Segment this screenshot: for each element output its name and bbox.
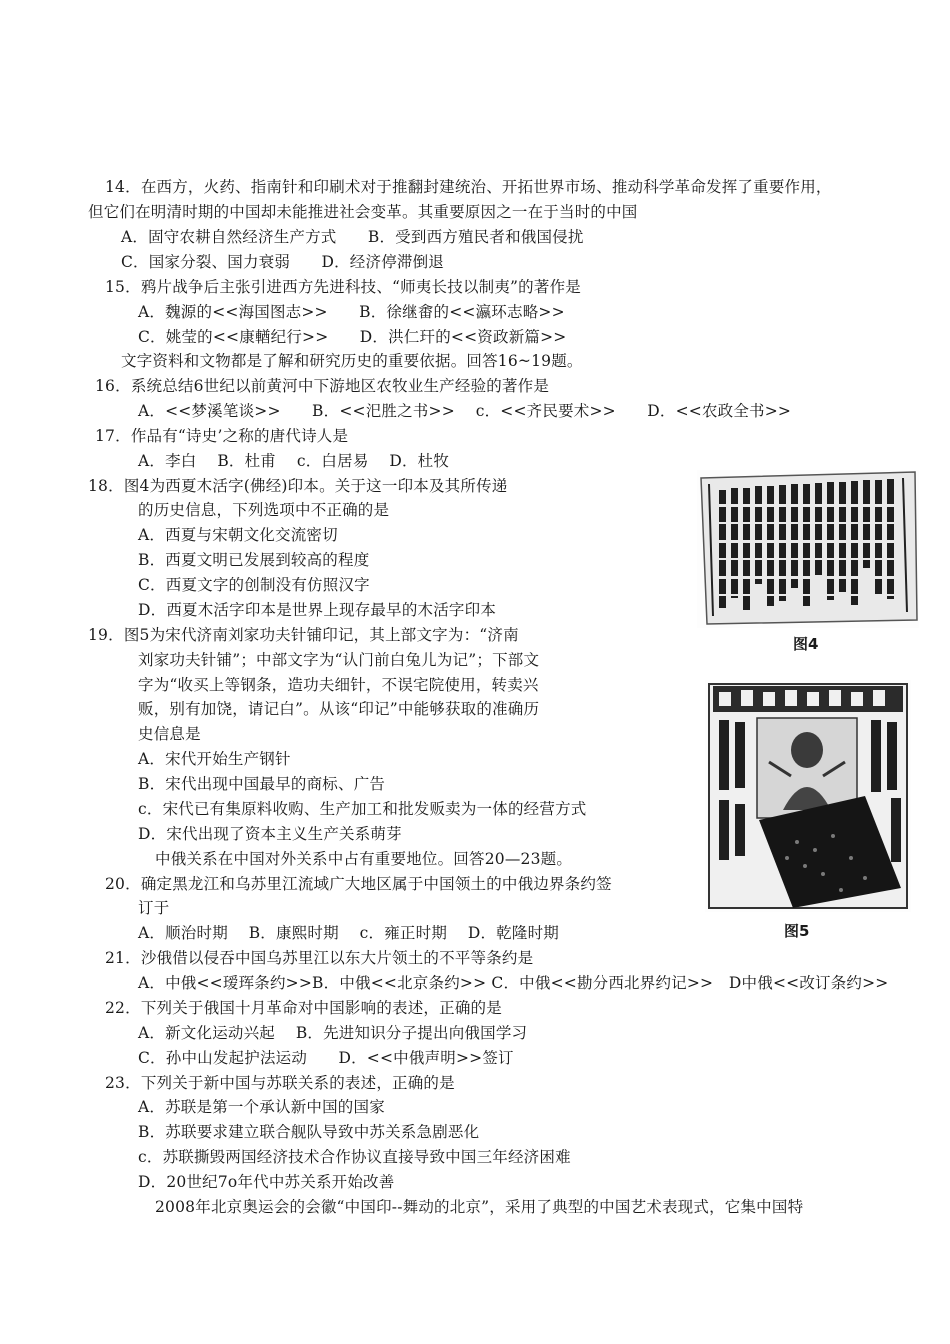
q20-options: A．顺治时期 B．康熙时期 c．雍正时期 D．乾隆时期 <box>138 924 559 942</box>
q18-stem-line-2: 的历史信息，下列选项中不正确的是 <box>138 501 390 519</box>
q19-stem-line-4: 贩，别有加饶，请记白”。从该“印记”中能够获取的准确历 <box>138 700 540 718</box>
q19-stem-line-3: 字为“收买上等钢条，造功夫细针，不误宅院使用，转卖兴 <box>138 676 539 694</box>
q16-stem: 16．系统总结6世纪以前黄河中下游地区农牧业生产经验的著作是 <box>95 377 550 395</box>
q19-stem-line-2: 刘家功夫针铺”；中部文字为“认门前白兔儿为记”；下部文 <box>138 651 540 669</box>
figure-5-needle-shop-print-image <box>705 680 911 912</box>
q22-options-ab: A．新文化运动兴起 B．先进知识分子提出向俄国学习 <box>138 1024 528 1042</box>
q23-option-c: c．苏联撕毁两国经济技术合作协议直接导致中国三年经济困难 <box>138 1148 571 1166</box>
q19-option-c: c．宋代已有集原料收购、生产加工和批发贩卖为一体的经营方式 <box>138 800 587 818</box>
q23-stem: 23．下列关于新中国与苏联关系的表述，正确的是 <box>105 1074 455 1092</box>
q19-stem-line-5: 史信息是 <box>138 725 201 743</box>
q17-stem: 17．作品有“诗史’之称的唐代诗人是 <box>95 427 349 445</box>
needle-shop-print-drawing <box>705 680 911 912</box>
q22-stem: 22．下列关于俄国十月革命对中国影响的表述，正确的是 <box>105 999 502 1017</box>
q19-option-d: D．宋代出现了资本主义生产关系萌芽 <box>138 825 402 843</box>
q17-options: A．李白 B．杜甫 c．白居易 D．杜牧 <box>138 452 450 470</box>
q20-stem-line-2: 订于 <box>138 899 170 917</box>
q23-option-a: A．苏联是第一个承认新中国的国家 <box>138 1098 385 1116</box>
q20-stem-line-1: 20．确定黑龙江和乌苏里江流域广大地区属于中国领土的中俄边界条约签 <box>105 875 612 893</box>
q14-stem-line-2: 但它们在明清时期的中国却未能推进社会变革。其重要原因之一在于当时的中国 <box>88 203 638 221</box>
q18-option-c: C．西夏文字的创制没有仿照汉字 <box>138 576 370 594</box>
section-intro-20-23: 中俄关系在中国对外关系中占有重要地位。回答20—23题。 <box>155 850 573 868</box>
q18-stem-line-1: 18．图4为西夏木活字(佛经)印本。关于这一印本及其所传递 <box>88 477 508 495</box>
q22-options-cd: C．孙中山发起护法运动 D．<<中俄声明>>签订 <box>138 1049 514 1067</box>
q15-stem: 15．鸦片战争后主张引进西方先进科技、“师夷长技以制夷”的著作是 <box>105 278 581 296</box>
q23-option-d: D．20世纪7o年代中苏关系开始改善 <box>138 1173 395 1191</box>
q15-options-ab: A．魏源的<<海国图志>> B．徐继畬的<<瀛环志略>> <box>138 303 565 321</box>
q14-stem-line-1: 14．在西方，火药、指南针和印刷术对于推翻封建统治、开拓世界市场、推动科学革命发挥了重要作用， <box>105 178 832 196</box>
figure-4-xixia-print-image <box>697 470 919 628</box>
figure-4-caption: 图4 <box>793 635 819 653</box>
q18-option-a: A．西夏与宋朝文化交流密切 <box>138 526 338 544</box>
q19-option-b: B．宋代出现中国最早的商标、广告 <box>138 775 386 793</box>
q15-options-cd: C．姚莹的<<康輶纪行>> D．洪仁玕的<<资政新篇>> <box>138 328 567 346</box>
q14-options-ab: A．固守农耕自然经济生产方式 B．受到西方殖民者和俄国侵扰 <box>121 228 584 246</box>
q19-option-a: A．宋代开始生产钢针 <box>138 750 291 768</box>
q18-option-b: B．西夏文明已发展到较高的程度 <box>138 551 370 569</box>
section-intro-24: 2008年北京奥运会的会徽“中国印--舞动的北京”，采用了典型的中国艺术表现式，它集中国特 <box>155 1198 804 1216</box>
q21-stem: 21．沙俄借以侵吞中国乌苏里江以东大片领土的不平等条约是 <box>105 949 534 967</box>
q19-stem-line-1: 19．图5为宋代济南刘家功夫针铺印记，其上部文字为：“济南 <box>88 626 519 644</box>
q18-option-d: D．西夏木活字印本是世界上现存最早的木活字印本 <box>138 601 497 619</box>
q21-options: A．中俄<<瑷珲条约>>B．中俄<<北京条约>> C．中俄<<勘分西北界约记>> D中俄<<改订条约>> <box>138 974 889 992</box>
q16-options: A．<<梦溪笔谈>> B．<<汜胜之书>> c．<<齐民要术>> D．<<农政全书>> <box>138 402 792 420</box>
q14-options-cd: C．国家分裂、国力衰弱 D．经济停滞倒退 <box>121 253 444 271</box>
q23-option-b: B．苏联要求建立联合舰队导致中苏关系急剧恶化 <box>138 1123 480 1141</box>
section-intro-16-19: 文字资料和文物都是了解和研究历史的重要依据。回答16~19题。 <box>121 352 583 370</box>
xixia-print-drawing <box>697 470 919 628</box>
figure-5-caption: 图5 <box>784 922 810 940</box>
